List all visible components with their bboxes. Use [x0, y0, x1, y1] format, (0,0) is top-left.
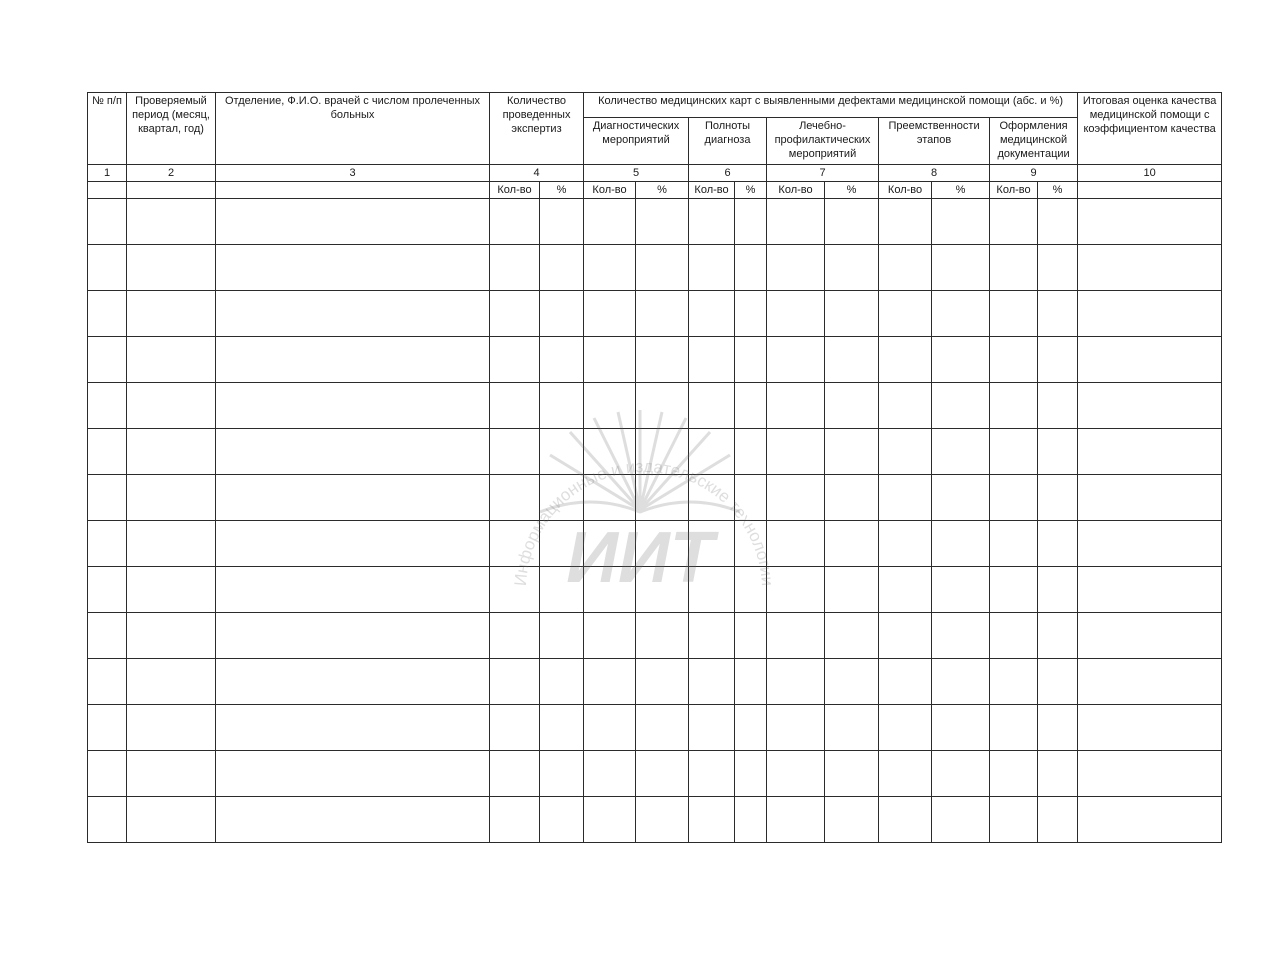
table-cell[interactable]: [636, 659, 689, 705]
table-cell[interactable]: [990, 383, 1038, 429]
table-cell[interactable]: [879, 659, 932, 705]
percent-label: %: [1038, 182, 1078, 199]
table-cell[interactable]: [490, 797, 540, 843]
percent-label: %: [540, 182, 584, 199]
table-cell[interactable]: [1078, 383, 1222, 429]
table-cell[interactable]: [88, 797, 127, 843]
table-cell[interactable]: [1078, 613, 1222, 659]
table-cell[interactable]: [490, 567, 540, 613]
table-cell[interactable]: [584, 475, 636, 521]
table-cell[interactable]: [490, 429, 540, 475]
table-cell[interactable]: [540, 383, 584, 429]
header-continuity: Преемственности этапов: [879, 118, 990, 165]
empty-cell: [127, 182, 216, 199]
table-cell[interactable]: [88, 337, 127, 383]
table-cell[interactable]: [216, 751, 490, 797]
count-label: Кол-во: [689, 182, 735, 199]
table-cell[interactable]: [1078, 199, 1222, 245]
table-cell[interactable]: [127, 245, 216, 291]
table-cell[interactable]: [540, 199, 584, 245]
table-cell[interactable]: [540, 659, 584, 705]
table-cell[interactable]: [540, 337, 584, 383]
table-cell[interactable]: [767, 567, 825, 613]
table-cell[interactable]: [88, 429, 127, 475]
table-cell[interactable]: [216, 521, 490, 567]
header-expertises: Количество проведенных экспертиз: [490, 93, 584, 165]
table-cell[interactable]: [689, 705, 735, 751]
table-cell[interactable]: [490, 291, 540, 337]
table-cell[interactable]: [767, 199, 825, 245]
empty-cell: [216, 182, 490, 199]
table-cell[interactable]: [127, 291, 216, 337]
table-cell[interactable]: [584, 521, 636, 567]
table-cell[interactable]: [767, 245, 825, 291]
table-row: [88, 429, 1222, 475]
table-cell[interactable]: [932, 567, 990, 613]
table-row: [88, 659, 1222, 705]
table-cell[interactable]: [127, 337, 216, 383]
table-cell[interactable]: [216, 705, 490, 751]
table-cell[interactable]: [216, 567, 490, 613]
table-cell[interactable]: [689, 245, 735, 291]
table-cell[interactable]: [735, 245, 767, 291]
table-cell[interactable]: [584, 797, 636, 843]
watermark-logo: ИИТ: [566, 518, 714, 598]
table-cell[interactable]: [1078, 337, 1222, 383]
quality-assessment-table: [87, 92, 1222, 843]
table-row: [88, 291, 1222, 337]
header-treatment: Лечебно-профилактических мероприятий: [767, 118, 879, 165]
table-cell[interactable]: [932, 383, 990, 429]
table-cell[interactable]: [689, 567, 735, 613]
table-cell[interactable]: [490, 751, 540, 797]
table-cell[interactable]: [990, 659, 1038, 705]
table-cell[interactable]: [825, 613, 879, 659]
table-cell[interactable]: [540, 613, 584, 659]
table-cell[interactable]: [1078, 521, 1222, 567]
percent-label: %: [932, 182, 990, 199]
table-cell[interactable]: [932, 475, 990, 521]
table-cell[interactable]: [490, 659, 540, 705]
table-cell[interactable]: [636, 383, 689, 429]
table-cell[interactable]: [879, 199, 932, 245]
table-cell[interactable]: [879, 291, 932, 337]
table-cell[interactable]: [636, 475, 689, 521]
table-row: [88, 337, 1222, 383]
table-cell[interactable]: [879, 429, 932, 475]
empty-cell: [1078, 182, 1222, 199]
table-cell[interactable]: [932, 429, 990, 475]
column-number-row: [88, 165, 1222, 182]
table-cell[interactable]: [216, 383, 490, 429]
table-cell[interactable]: [879, 705, 932, 751]
table-cell[interactable]: [767, 659, 825, 705]
table-cell[interactable]: [767, 475, 825, 521]
table-cell[interactable]: [127, 751, 216, 797]
table-cell[interactable]: [735, 429, 767, 475]
table-cell[interactable]: [1038, 291, 1078, 337]
table-cell[interactable]: [689, 613, 735, 659]
table-cell[interactable]: [88, 291, 127, 337]
table-cell[interactable]: [540, 475, 584, 521]
table-row: [88, 199, 1222, 245]
table-cell[interactable]: [825, 383, 879, 429]
table-cell[interactable]: [636, 245, 689, 291]
table-cell[interactable]: [540, 245, 584, 291]
table-cell[interactable]: [88, 613, 127, 659]
table-cell[interactable]: [767, 291, 825, 337]
table-cell[interactable]: [584, 751, 636, 797]
table-cell[interactable]: [88, 521, 127, 567]
table-cell[interactable]: [127, 475, 216, 521]
table-cell[interactable]: [932, 613, 990, 659]
table-cell[interactable]: [879, 337, 932, 383]
table-cell[interactable]: [689, 797, 735, 843]
table-cell[interactable]: [689, 429, 735, 475]
table-cell[interactable]: [990, 475, 1038, 521]
header-diagnosis: Полноты диагноза: [689, 118, 767, 165]
table-cell[interactable]: [990, 291, 1038, 337]
table-cell[interactable]: [767, 383, 825, 429]
table-cell[interactable]: [767, 429, 825, 475]
table-cell[interactable]: [1078, 291, 1222, 337]
header-final-assessment: Итоговая оценка качества медицинской помощи с коэффициентом качества: [1078, 93, 1222, 165]
table-cell[interactable]: [88, 475, 127, 521]
table-cell[interactable]: [735, 659, 767, 705]
table-cell[interactable]: [767, 337, 825, 383]
table-cell[interactable]: [88, 659, 127, 705]
table-cell[interactable]: [879, 567, 932, 613]
column-number: 5: [584, 165, 689, 182]
table-cell[interactable]: [88, 245, 127, 291]
table-cell[interactable]: [932, 751, 990, 797]
table-cell[interactable]: [636, 199, 689, 245]
table-cell[interactable]: [879, 245, 932, 291]
table-cell[interactable]: [735, 475, 767, 521]
table-cell[interactable]: [767, 521, 825, 567]
table-cell[interactable]: [490, 245, 540, 291]
table-cell[interactable]: [584, 613, 636, 659]
table-cell[interactable]: [825, 567, 879, 613]
table-cell[interactable]: [825, 429, 879, 475]
table-cell[interactable]: [216, 245, 490, 291]
table-cell[interactable]: [636, 521, 689, 567]
table-cell[interactable]: [879, 475, 932, 521]
column-number: 6: [689, 165, 767, 182]
table-cell[interactable]: [735, 797, 767, 843]
table-cell[interactable]: [636, 567, 689, 613]
table-cell[interactable]: [1038, 337, 1078, 383]
table-cell[interactable]: [1038, 429, 1078, 475]
percent-label: %: [636, 182, 689, 199]
table-cell[interactable]: [584, 567, 636, 613]
table-cell[interactable]: [990, 521, 1038, 567]
header-number: № п/п: [88, 93, 127, 165]
table-cell[interactable]: [689, 291, 735, 337]
table-cell[interactable]: [127, 383, 216, 429]
table-cell[interactable]: [127, 659, 216, 705]
table-cell[interactable]: [1078, 245, 1222, 291]
table-cell[interactable]: [127, 567, 216, 613]
table-cell[interactable]: [689, 383, 735, 429]
table-cell[interactable]: [490, 613, 540, 659]
table-cell[interactable]: [825, 245, 879, 291]
count-label: Кол-во: [767, 182, 825, 199]
table-cell[interactable]: [990, 199, 1038, 245]
table-cell[interactable]: [636, 705, 689, 751]
table-cell[interactable]: [1038, 613, 1078, 659]
table-cell[interactable]: [879, 797, 932, 843]
table-cell[interactable]: [216, 337, 490, 383]
table-cell[interactable]: [540, 567, 584, 613]
table-cell[interactable]: [127, 199, 216, 245]
count-label: Кол-во: [584, 182, 636, 199]
table-cell[interactable]: [689, 751, 735, 797]
column-number: 10: [1078, 165, 1222, 182]
table-cell[interactable]: [825, 337, 879, 383]
column-number: 8: [879, 165, 990, 182]
table-cell[interactable]: [490, 199, 540, 245]
table-cell[interactable]: [540, 521, 584, 567]
table-cell[interactable]: [735, 337, 767, 383]
table-cell[interactable]: [540, 797, 584, 843]
column-number: 3: [216, 165, 490, 182]
table-cell[interactable]: [88, 383, 127, 429]
table-cell[interactable]: [127, 613, 216, 659]
table-cell[interactable]: [825, 705, 879, 751]
table-cell[interactable]: [825, 659, 879, 705]
count-label: Кол-во: [490, 182, 540, 199]
table-cell[interactable]: [932, 245, 990, 291]
table-cell[interactable]: [879, 383, 932, 429]
table-cell[interactable]: [584, 291, 636, 337]
table-cell[interactable]: [584, 337, 636, 383]
table-cell[interactable]: [735, 705, 767, 751]
table-row: [88, 245, 1222, 291]
table-cell[interactable]: [932, 659, 990, 705]
table-cell[interactable]: [584, 429, 636, 475]
table-cell[interactable]: [636, 613, 689, 659]
table-cell[interactable]: [735, 751, 767, 797]
table-row: [88, 383, 1222, 429]
table-cell[interactable]: [127, 429, 216, 475]
table-cell[interactable]: [689, 521, 735, 567]
table-cell[interactable]: [1078, 429, 1222, 475]
header-defects-group: Количество медицинских карт с выявленными дефектами медицинской помощи (абс. и %): [584, 93, 1078, 118]
table-cell[interactable]: [825, 521, 879, 567]
table-cell[interactable]: [990, 613, 1038, 659]
table-cell[interactable]: [767, 751, 825, 797]
table-cell[interactable]: [540, 291, 584, 337]
table-row: [88, 613, 1222, 659]
table-cell[interactable]: [825, 199, 879, 245]
table-cell[interactable]: [1078, 567, 1222, 613]
header-period: Проверяемый период (месяц, квартал, год): [127, 93, 216, 165]
table-cell[interactable]: [689, 337, 735, 383]
table-cell[interactable]: [490, 475, 540, 521]
table-cell[interactable]: [990, 705, 1038, 751]
table-cell[interactable]: [216, 659, 490, 705]
table-cell[interactable]: [540, 429, 584, 475]
table-cell[interactable]: [1038, 245, 1078, 291]
table-cell[interactable]: [540, 751, 584, 797]
table-cell[interactable]: [689, 659, 735, 705]
table-cell[interactable]: [990, 797, 1038, 843]
table-cell[interactable]: [735, 613, 767, 659]
table-cell[interactable]: [990, 567, 1038, 613]
table-cell[interactable]: [1038, 199, 1078, 245]
table-cell[interactable]: [735, 521, 767, 567]
table-cell[interactable]: [825, 751, 879, 797]
table-row: [88, 521, 1222, 567]
table-cell[interactable]: [767, 613, 825, 659]
table-cell[interactable]: [689, 199, 735, 245]
table-cell[interactable]: [216, 797, 490, 843]
table-cell[interactable]: [88, 567, 127, 613]
table-cell[interactable]: [990, 245, 1038, 291]
column-number: 9: [990, 165, 1078, 182]
table-cell[interactable]: [127, 705, 216, 751]
table-cell[interactable]: [1038, 567, 1078, 613]
table-row: [88, 797, 1222, 843]
table-cell[interactable]: [1078, 797, 1222, 843]
table-cell[interactable]: [825, 475, 879, 521]
table-row: [88, 567, 1222, 613]
table-cell[interactable]: [735, 383, 767, 429]
table-cell[interactable]: [584, 199, 636, 245]
header-diagnostic: Диагностических мероприятий: [584, 118, 689, 165]
table-cell[interactable]: [636, 291, 689, 337]
table-cell[interactable]: [735, 291, 767, 337]
table-cell[interactable]: [1078, 659, 1222, 705]
table-cell[interactable]: [932, 337, 990, 383]
percent-label: %: [735, 182, 767, 199]
table-cell[interactable]: [689, 475, 735, 521]
table-cell[interactable]: [1038, 521, 1078, 567]
header-department: Отделение, Ф.И.О. врачей с числом пролеченных больных: [216, 93, 490, 165]
table-cell[interactable]: [636, 337, 689, 383]
table-cell[interactable]: [825, 291, 879, 337]
table-cell[interactable]: [879, 613, 932, 659]
table-cell[interactable]: [1078, 751, 1222, 797]
header-documentation: Оформления медицинской документации: [990, 118, 1078, 165]
table-cell[interactable]: [990, 429, 1038, 475]
table-cell[interactable]: [879, 521, 932, 567]
table-cell[interactable]: [1038, 659, 1078, 705]
subheader-row: [88, 182, 1222, 199]
table-cell[interactable]: [88, 705, 127, 751]
table-cell[interactable]: [127, 521, 216, 567]
watermark-text: Информационные и издательские технологии: [510, 456, 778, 587]
table-cell[interactable]: [932, 291, 990, 337]
table-cell[interactable]: [88, 199, 127, 245]
table-cell[interactable]: [1038, 475, 1078, 521]
table-cell[interactable]: [584, 245, 636, 291]
column-number: 7: [767, 165, 879, 182]
table-cell[interactable]: [1038, 751, 1078, 797]
column-number: 1: [88, 165, 127, 182]
table-cell[interactable]: [735, 567, 767, 613]
table-cell[interactable]: [216, 199, 490, 245]
table-cell[interactable]: [1078, 475, 1222, 521]
count-label: Кол-во: [879, 182, 932, 199]
table-cell[interactable]: [932, 199, 990, 245]
table-cell[interactable]: [932, 797, 990, 843]
table-cell[interactable]: [540, 705, 584, 751]
table-cell[interactable]: [584, 705, 636, 751]
column-number: 4: [490, 165, 584, 182]
table-cell[interactable]: [825, 797, 879, 843]
table-cell[interactable]: [990, 751, 1038, 797]
table-cell[interactable]: [490, 705, 540, 751]
percent-label: %: [825, 182, 879, 199]
table-cell[interactable]: [216, 613, 490, 659]
table-cell[interactable]: [216, 429, 490, 475]
table-row: [88, 705, 1222, 751]
table-cell[interactable]: [767, 705, 825, 751]
empty-cell: [88, 182, 127, 199]
table-cell[interactable]: [584, 383, 636, 429]
table-row: [88, 475, 1222, 521]
table-row: [88, 751, 1222, 797]
table-cell[interactable]: [932, 521, 990, 567]
table-cell[interactable]: [1078, 705, 1222, 751]
table-cell[interactable]: [932, 705, 990, 751]
table-cell[interactable]: [88, 751, 127, 797]
table-cell[interactable]: [636, 797, 689, 843]
table-cell[interactable]: [490, 337, 540, 383]
table-cell[interactable]: [1038, 705, 1078, 751]
count-label: Кол-во: [990, 182, 1038, 199]
table-cell[interactable]: [636, 429, 689, 475]
table-cell[interactable]: [490, 521, 540, 567]
table-cell[interactable]: [1038, 383, 1078, 429]
table-cell[interactable]: [735, 199, 767, 245]
table-cell[interactable]: [490, 383, 540, 429]
table-cell[interactable]: [127, 797, 216, 843]
table-cell[interactable]: [584, 659, 636, 705]
table-cell[interactable]: [990, 337, 1038, 383]
column-number: 2: [127, 165, 216, 182]
table-cell[interactable]: [767, 797, 825, 843]
table-cell[interactable]: [216, 475, 490, 521]
table-cell[interactable]: [1038, 797, 1078, 843]
table-cell[interactable]: [636, 751, 689, 797]
table-cell[interactable]: [879, 751, 932, 797]
table-cell[interactable]: [216, 291, 490, 337]
